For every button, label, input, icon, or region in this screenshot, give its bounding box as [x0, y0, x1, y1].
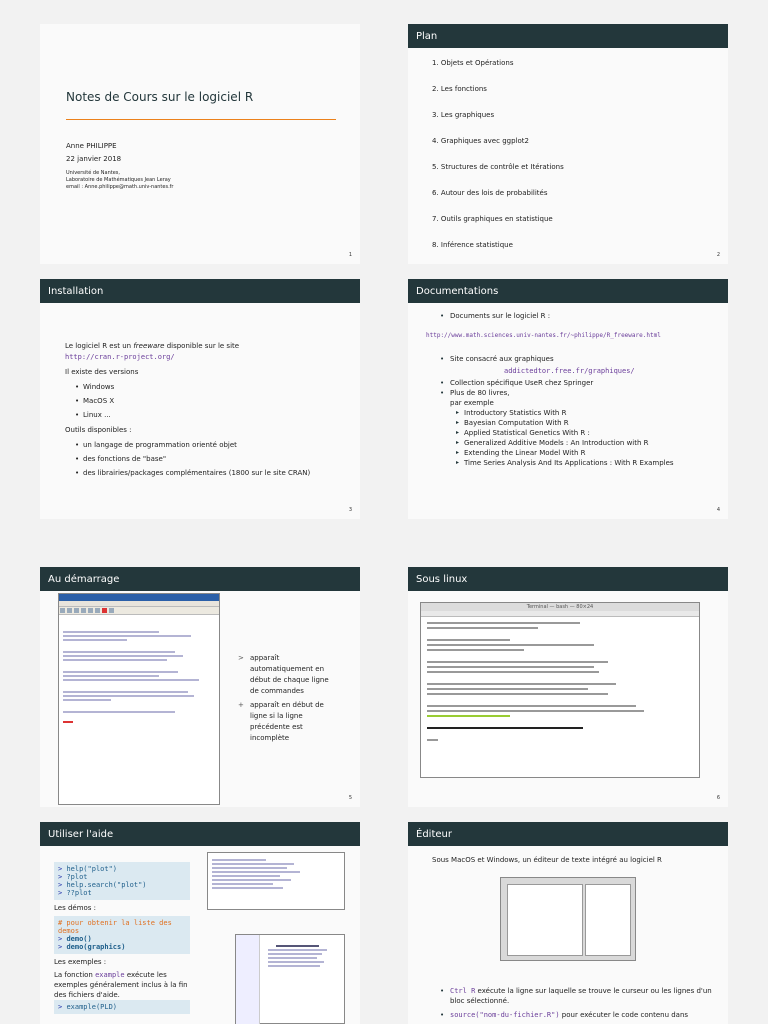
bullet: • Collection spécifique UseR chez Springer	[440, 378, 725, 388]
list-item: • Linux ...	[75, 410, 310, 421]
console-text	[59, 615, 219, 723]
slide-header: Utiliser l'aide	[40, 822, 360, 846]
date: 22 janvier 2018	[66, 155, 122, 163]
note-text: apparaît automatiquement en début de chaque ligne de commandes	[250, 654, 329, 695]
note-continuation	[238, 700, 338, 744]
editor-bullets	[440, 986, 720, 1024]
source-code: source("nom-du-fichier.R")	[450, 1011, 560, 1019]
page-number: 4	[716, 507, 720, 513]
help-screenshot	[207, 852, 345, 910]
terminal-titlebar: Terminal — bash — 80×24	[421, 603, 699, 611]
code-line	[58, 1003, 186, 1011]
code: help("plot")	[66, 865, 118, 873]
docs-body	[426, 311, 725, 468]
book-item: ▸ Introductory Statistics With R	[456, 408, 725, 418]
page-number: 3	[348, 507, 352, 513]
book-item: ▸ Generalized Additive Models : An Introduction with R	[456, 438, 725, 448]
code: ??plot	[66, 889, 92, 897]
prompt: >	[58, 881, 63, 889]
note-prompt	[238, 653, 338, 697]
rgui-screenshot	[58, 593, 220, 805]
plan-item: 3. Les graphiques	[432, 111, 495, 119]
list-item: • des fonctions de "base"	[75, 454, 310, 465]
plan-item: 6. Autour des lois de probabilités	[432, 189, 548, 197]
prompt: >	[58, 935, 63, 943]
code-comment: # pour obtenir la liste des demos	[58, 919, 172, 935]
continuation-symbol: +	[238, 701, 244, 709]
code: demo()	[66, 935, 92, 943]
graphics-link[interactable]: addictedtor.free.fr/graphiques/	[504, 367, 635, 375]
examples-text	[54, 970, 190, 1000]
plan-item: 8. Inférence statistique	[432, 241, 513, 249]
docs-link[interactable]: http://www.math.sciences.univ-nantes.fr/~philippe/R_freeware.html	[426, 332, 661, 339]
installation-body	[65, 341, 310, 483]
help-body	[54, 862, 190, 1014]
slide-title	[40, 24, 360, 264]
code-line	[58, 889, 186, 897]
affil-line: email : Anne.philippe@math.univ-nantes.fr	[66, 184, 174, 190]
slide-startup	[40, 567, 360, 807]
tools-list	[65, 440, 310, 479]
text-part: exécute les exemples généralement inclus à la fin des fichiers d'aide.	[54, 971, 188, 999]
affil-line: Université de Nantes,	[66, 170, 120, 176]
page-number: 2	[716, 252, 720, 258]
bullet	[440, 1010, 720, 1020]
prompt: >	[58, 889, 63, 897]
list-item: • Windows	[75, 382, 310, 393]
list-item: • MacOS X	[75, 396, 310, 407]
author-name: Anne PHILIPPE	[66, 142, 117, 150]
book-item: ▸ Bayesian Computation With R	[456, 418, 725, 428]
page-number: 5	[348, 795, 352, 801]
code-line	[58, 873, 186, 881]
prompt: >	[58, 873, 63, 881]
plan-item: 2. Les fonctions	[432, 85, 487, 93]
intro-part: Le logiciel R est un	[65, 342, 134, 350]
code: demo(graphics)	[66, 943, 126, 951]
example-code	[54, 1000, 190, 1014]
help-code	[54, 862, 190, 900]
author-block	[66, 140, 121, 166]
book-item: ▸ Applied Statistical Genetics With R :	[456, 428, 725, 438]
prompt: >	[58, 943, 63, 951]
note-text: apparaît en début de ligne si la ligne précédente est incomplète	[250, 701, 324, 742]
book-item: ▸ Time Series Analysis And Its Applications : With R Examples	[456, 458, 725, 468]
bullet: • Documents sur le logiciel R :	[440, 311, 725, 321]
slide-documentations	[408, 279, 728, 519]
slide-installation	[40, 279, 360, 519]
bullet-text: exécute la ligne sur laquelle se trouve le curseur ou les lignes d'un bloc sélectionné.	[450, 987, 712, 1005]
tools-label: Outils disponibles :	[65, 426, 132, 434]
list-item: • un langage de programmation orienté objet	[75, 440, 310, 451]
intro-part: disponible sur le site	[164, 342, 240, 350]
bullet-text: pour exécuter le code contenu dans	[559, 1011, 689, 1019]
affil-line: Laboratoire de Mathématiques Jean Leray	[66, 177, 171, 183]
slide-header: Éditeur	[408, 822, 728, 846]
affiliation	[66, 170, 173, 191]
plan-item: 5. Structures de contrôle et Itérations	[432, 163, 564, 171]
shortcut-code: Ctrl R	[450, 987, 476, 995]
book-item: ▸ Extending the Linear Model With R	[456, 448, 725, 458]
code-line	[58, 865, 186, 873]
slide-header: Installation	[40, 279, 360, 303]
code: help.search("plot")	[66, 881, 147, 889]
prompt: >	[58, 865, 63, 873]
window-toolbar	[59, 607, 219, 615]
slide-header: Plan	[408, 24, 728, 48]
editor-screenshot	[500, 877, 636, 961]
bullet-line: par exemple	[450, 399, 494, 407]
slide-header: Documentations	[408, 279, 728, 303]
demo-code	[54, 916, 190, 954]
editor-intro: Sous MacOS et Windows, un éditeur de texte intégré au logiciel R	[432, 856, 662, 864]
code: example(PLD)	[66, 1003, 118, 1011]
bullet	[440, 986, 720, 1006]
slide-header: Au démarrage	[40, 567, 360, 591]
list-item: • des librairies/packages complémentaires (1800 sur le site CRAN)	[75, 468, 310, 479]
bullet-line: • Plus de 80 livres,	[450, 389, 510, 397]
slide-header: Sous linux	[408, 567, 728, 591]
code-line	[58, 881, 186, 889]
page-number: 6	[716, 795, 720, 801]
cran-link[interactable]: http://cran.r-project.org/	[65, 353, 175, 361]
versions-list	[65, 382, 310, 421]
page-number: 1	[348, 252, 352, 258]
text-part: La fonction	[54, 971, 96, 979]
books-list	[440, 408, 725, 468]
code-line	[58, 943, 186, 951]
prompt: >	[58, 1003, 63, 1011]
slide-help	[40, 822, 360, 1024]
terminal-text	[421, 617, 699, 741]
slide-plan	[408, 24, 728, 264]
prompt-notes	[238, 653, 338, 747]
code: ?plot	[66, 873, 88, 881]
window-titlebar	[59, 594, 219, 601]
freeware-emphasis: freeware	[133, 342, 165, 350]
plan-item: 4. Graphiques avec ggplot2	[432, 137, 529, 145]
bullet	[440, 388, 725, 408]
title-rule	[66, 119, 336, 120]
bullet: • Site consacré aux graphiques	[440, 354, 725, 364]
versions-label: Il existe des versions	[65, 368, 139, 376]
inline-code: example	[95, 971, 125, 979]
presentation-title: Notes de Cours sur le logiciel R	[66, 90, 254, 104]
terminal-screenshot	[420, 602, 700, 778]
slide-linux	[408, 567, 728, 807]
slide-editor	[408, 822, 728, 1024]
code-line	[58, 935, 186, 943]
plan-item: 1. Objets et Opérations	[432, 59, 514, 67]
demo-screenshot	[235, 934, 345, 1024]
intro-text	[65, 341, 310, 352]
prompt-symbol: >	[238, 654, 244, 662]
examples-label: Les exemples :	[54, 958, 107, 966]
demos-label: Les démos :	[54, 904, 97, 912]
plan-list	[432, 59, 564, 264]
plan-item: 7. Outils graphiques en statistique	[432, 215, 553, 223]
